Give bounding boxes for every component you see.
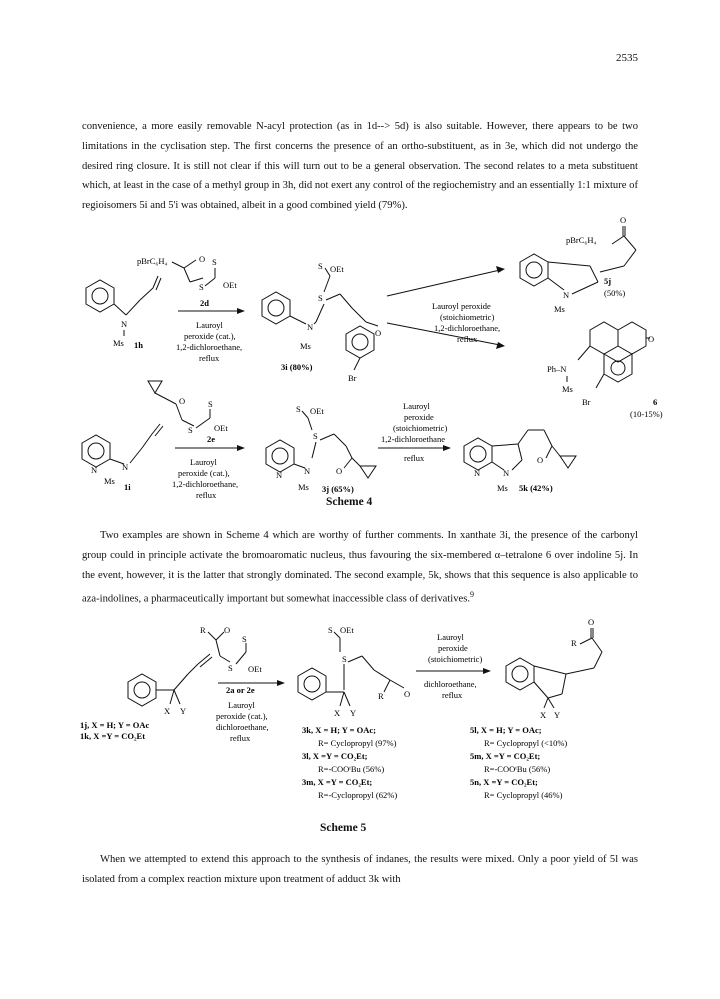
cond-d-line-2: peroxide xyxy=(404,412,434,422)
adduct-3l-r: R=-COOᵗBu (56%) xyxy=(318,764,385,774)
arrow-3-5 xyxy=(416,632,491,700)
yield-6: (10-15%) xyxy=(630,409,663,419)
yield-5j: (50%) xyxy=(604,288,626,298)
n-atom: N xyxy=(121,319,128,329)
s-thione: S xyxy=(212,257,217,267)
n-atom: N xyxy=(563,290,570,300)
oet-label: OEt xyxy=(214,423,228,433)
cond-a-line-2: peroxide (cat.), xyxy=(184,331,236,341)
oet-label: OEt xyxy=(248,664,262,674)
product-5l: 5l, X = H; Y = OAc; xyxy=(470,725,542,735)
s-thione: S xyxy=(296,404,301,414)
ms-group: Ms xyxy=(113,338,124,348)
product-5m-r: R=-COOᵗBu (56%) xyxy=(484,764,551,774)
reference-9: 9 xyxy=(470,590,475,600)
s-atom: S xyxy=(342,654,347,664)
ms-group: Ms xyxy=(300,341,311,351)
cond5-b-line-1: Lauroyl xyxy=(437,632,464,642)
cond5-b-below-2: reflux xyxy=(442,690,463,700)
y-sub: Y xyxy=(554,710,561,720)
s-thione: S xyxy=(328,625,333,635)
cond-d-line-4: 1,2-dichloroethane xyxy=(381,434,445,444)
o-atom: O xyxy=(588,617,595,627)
cond-d-line-1: Lauroyl xyxy=(403,401,430,411)
n-atom: N xyxy=(307,322,314,332)
s-atom: S xyxy=(199,282,204,292)
start-1k: 1k, X =Y = CO₂Et xyxy=(80,731,146,741)
phn-label: Ph–N xyxy=(547,364,567,374)
r-group: R xyxy=(378,691,384,701)
ms-group: Ms xyxy=(554,304,565,314)
ms-group: Ms xyxy=(562,384,573,394)
start-1j: 1j, X = H; Y = OAc xyxy=(80,720,150,730)
compound-3klm xyxy=(298,625,410,718)
n-atom: N xyxy=(304,466,311,476)
oet-label: OEt xyxy=(340,625,354,635)
pyridine-n: N xyxy=(474,468,481,478)
pbrc6h4-label: pBrC₆H₄ xyxy=(137,256,168,266)
page-number: 2535 xyxy=(616,52,638,64)
s-atom: S xyxy=(188,425,193,435)
n-atom: N xyxy=(503,468,510,478)
cond5-a-line-3: dichloroethane, xyxy=(216,722,269,732)
cond-c-line-4: reflux xyxy=(196,490,217,500)
cond-b-line-4: reflux xyxy=(457,334,478,344)
product-5m: 5m, X =Y = CO₂Et; xyxy=(470,751,541,761)
s-thione: S xyxy=(318,261,323,271)
label-6: 6 xyxy=(653,397,658,407)
s-thione: S xyxy=(242,634,247,644)
ms-group: Ms xyxy=(298,482,309,492)
pyridine-n: N xyxy=(276,470,283,480)
o-atom: O xyxy=(620,215,627,225)
product-5n: 5n, X =Y = CO₂Et; xyxy=(470,777,538,787)
label-2d: 2d xyxy=(200,298,209,308)
o-atom: O xyxy=(404,689,411,699)
pyridine-n: N xyxy=(91,465,98,475)
label-1h: 1h xyxy=(134,340,143,350)
scheme-5-title: Scheme 5 xyxy=(320,822,367,834)
ms-group: Ms xyxy=(104,476,115,486)
x-sub: X xyxy=(334,708,341,718)
cond5-a-line-1: Lauroyl xyxy=(228,700,255,710)
cond5-b-line-3: (stoichiometric) xyxy=(428,654,483,664)
compound-5lmn xyxy=(506,617,602,720)
y-sub: Y xyxy=(180,706,187,716)
product-list xyxy=(470,725,567,800)
r-group: R xyxy=(200,625,206,635)
o-atom: O xyxy=(375,328,382,338)
n-atom: N xyxy=(122,462,129,472)
cond-c-line-3: 1,2-dichloroethane, xyxy=(172,479,239,489)
product-5l-r: R= Cyclopropyl (<10%) xyxy=(484,738,568,748)
paragraph-3: When we attempted to extend this approach to the synthesis of indanes, the results were mixed. Only a poor yield of 5l was isolated from a complex reaction mixture upon treatment of adduct 3k with xyxy=(82,854,638,885)
cond-d-reflux: reflux xyxy=(404,453,425,463)
s-atom: S xyxy=(313,431,318,441)
paragraph-1: convenience, a more easily removable N-acyl protection (as in 1d--> 5d) is also suitable. However, there appears to be two limitations in the cyclisation step. The first concerns the presence of an ortho-substituent, as in 3e, which did not undergo the desired ring closure. It is still not clear if this will turn out to be a general observation. The second relates to a meta substituent which, at least in the case of a methyl group in 3h, did not exert any control of the regiochemistry and an essentially 1:1 mixture of regioisomers 5i and 5'i was obtained, albeit in a good combined yield (79%). xyxy=(82,121,638,212)
s-atom: S xyxy=(318,293,323,303)
cond5-a-line-4: reflux xyxy=(230,733,251,743)
oet-label: OEt xyxy=(223,280,237,290)
label-5j: 5j xyxy=(604,276,612,286)
reagent-2a-2e xyxy=(200,625,262,674)
product-5n-r: R= Cyclopropyl (46%) xyxy=(484,790,563,800)
x-sub: X xyxy=(540,710,547,720)
cond-a-line-4: reflux xyxy=(199,353,220,363)
oet-label: OEt xyxy=(310,406,324,416)
o-atom: O xyxy=(336,466,343,476)
label-3j: 3j (65%) xyxy=(322,484,354,494)
s-atom: S xyxy=(228,663,233,673)
label-3i: 3i (80%) xyxy=(281,362,313,372)
cond-b-line-1: Lauroyl peroxide xyxy=(432,301,491,311)
s-thione: S xyxy=(208,399,213,409)
br-atom: Br xyxy=(582,397,591,407)
adduct-3k-r: R= Cyclopropyl (97%) xyxy=(318,738,397,748)
label-2e: 2e xyxy=(207,434,216,444)
reagent-label: 2a or 2e xyxy=(226,685,255,695)
o-atom: O xyxy=(199,254,206,264)
compound-1jk xyxy=(128,654,212,716)
scheme-4-title: Scheme 4 xyxy=(326,496,373,508)
cond-b-line-3: 1,2-dichloroethane, xyxy=(434,323,501,333)
label-5k: 5k (42%) xyxy=(519,483,553,493)
adduct-3k: 3k, X = H; Y = OAc; xyxy=(302,725,376,735)
y-sub: Y xyxy=(350,708,357,718)
label-1i: 1i xyxy=(124,482,131,492)
o-atom: O xyxy=(224,625,231,635)
adduct-3m: 3m, X =Y = CO₂Et; xyxy=(302,777,373,787)
r-group: R xyxy=(571,638,577,648)
adduct-3l: 3l, X =Y = CO₂Et; xyxy=(302,751,368,761)
o-atom: O xyxy=(648,334,655,344)
cond5-a-line-2: peroxide (cat.), xyxy=(216,711,268,721)
adduct-list xyxy=(302,725,397,800)
ms-group: Ms xyxy=(497,483,508,493)
cond-d-line-3: (stoichiometric) xyxy=(393,423,448,433)
pbrc6h4-label: pBrC₆H₄ xyxy=(566,235,597,245)
cond5-b-below-1: dichloroethane, xyxy=(424,679,477,689)
br-atom: Br xyxy=(348,373,357,383)
o-atom: O xyxy=(537,455,544,465)
cond5-b-line-2: peroxide xyxy=(438,643,468,653)
cond-b-line-2: (stoichiometric) xyxy=(440,312,495,322)
cond-c-line-1: Lauroyl xyxy=(190,457,217,467)
paragraph-2-text: Two examples are shown in Scheme 4 which are worthy of further comments. In xanthate 3i, the presence of the carbonyl group could in principle activate the bromoaromatic nucleus, thus favouring the six-membered α–tetralone 6 over indoline 5j. In the event, however, it is the latter that strongly dominated. The second example, 5k, shows that this sequence is also applicable to aza-indolines, a pharmaceutically important but somewhat inaccessible class of derivatives. xyxy=(82,530,638,605)
o-atom: O xyxy=(179,396,186,406)
cond-a-line-1: Lauroyl xyxy=(196,320,223,330)
oet-label: OEt xyxy=(330,264,344,274)
adduct-3m-r: R=-Cyclopropyl (62%) xyxy=(318,790,398,800)
cond-a-line-3: 1,2-dichloroethane, xyxy=(176,342,243,352)
cond-c-line-2: peroxide (cat.), xyxy=(178,468,230,478)
x-sub: X xyxy=(164,706,171,716)
arrow-1-3 xyxy=(216,680,285,743)
